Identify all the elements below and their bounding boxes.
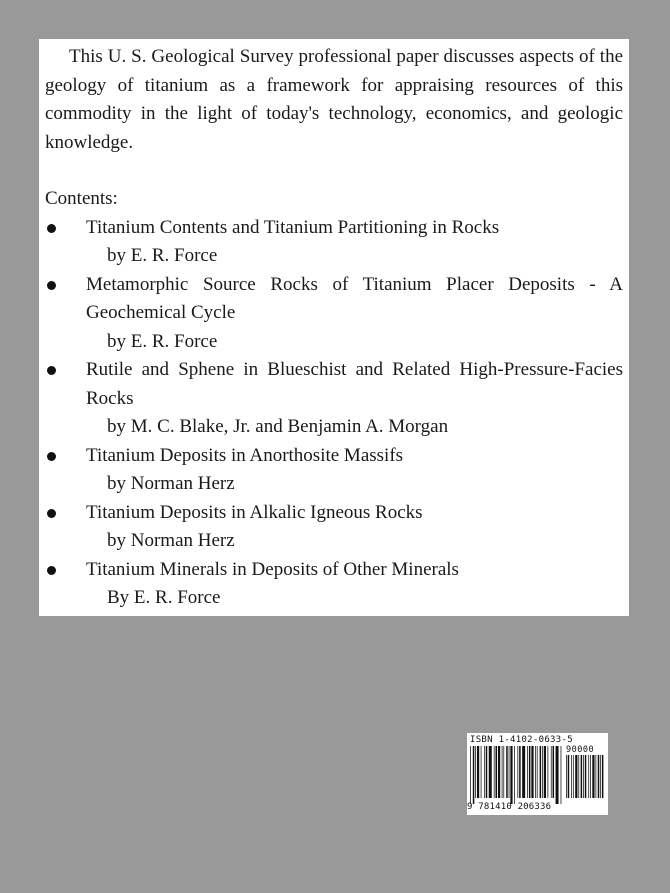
barcode-bar xyxy=(575,755,577,798)
barcode-addon-code: 90000 xyxy=(566,745,595,755)
barcode-bar xyxy=(484,746,485,798)
barcode-bar xyxy=(509,746,510,798)
barcode-bar xyxy=(494,746,495,798)
contents-item-author: by Norman Herz xyxy=(107,473,235,494)
bullet-icon xyxy=(47,281,56,290)
contents-item xyxy=(45,499,623,556)
barcode-bar xyxy=(596,755,597,798)
contents-item-title: Titanium Deposits in Anorthosite Massifs xyxy=(86,444,404,466)
barcode-bar xyxy=(590,755,591,798)
contents-item-author: by E. R. Force xyxy=(107,330,218,352)
contents-item xyxy=(45,214,623,271)
barcode-bar xyxy=(502,746,503,798)
contents-item xyxy=(45,442,623,499)
barcode-bar xyxy=(544,746,546,798)
barcode-bar xyxy=(503,746,504,798)
contents-list xyxy=(45,214,623,613)
barcode-bar xyxy=(529,746,531,798)
barcode-bar xyxy=(548,746,549,798)
barcode-bar xyxy=(588,755,589,798)
barcode-bar xyxy=(581,755,583,798)
barcode-bar xyxy=(542,746,543,798)
contents-item xyxy=(45,271,623,357)
barcode-bar xyxy=(481,746,482,798)
contents-item xyxy=(45,556,623,613)
barcode-bar xyxy=(553,746,555,798)
contents-item-title: Titanium Minerals in Deposits of Other Minerals xyxy=(86,558,459,580)
contents-item-author: By E. R. Force xyxy=(107,587,221,608)
barcode-bar xyxy=(473,746,475,804)
barcode-bar xyxy=(537,746,538,798)
barcode-bar xyxy=(522,746,525,798)
barcode-bar xyxy=(571,755,572,798)
barcode-bar xyxy=(527,746,528,798)
barcode-bar xyxy=(475,746,476,798)
contents-item-author: by Norman Herz xyxy=(107,530,235,551)
isbn-barcode xyxy=(467,733,608,815)
barcode-bar xyxy=(568,755,570,798)
addon-barcode-bars xyxy=(566,755,604,804)
barcode-bar xyxy=(573,755,574,798)
contents-item-title: Titanium Deposits in Alkalic Igneous Rocks xyxy=(86,501,423,523)
barcode-bar xyxy=(592,755,594,798)
barcode-bar xyxy=(496,746,498,798)
contents-item-author: by E. R. Force xyxy=(107,245,218,266)
contents-item-author: by M. C. Blake, Jr. and Benjamin A. Morgan xyxy=(107,416,449,437)
barcode-bar xyxy=(598,755,600,798)
barcode-bar xyxy=(486,746,488,798)
barcode-bar xyxy=(585,755,587,798)
contents-item-title: Titanium Contents and Titanium Partitioning in Rocks xyxy=(86,216,500,238)
barcode-bar xyxy=(489,746,492,798)
description-paragraph: This U. S. Geological Survey professional paper discusses aspects of the geology of titanium as a framework for appraising resources of this commodity in the light of today's technology, economics, and geologic knowledge. xyxy=(45,46,623,153)
barcode-bar xyxy=(519,746,521,798)
description-panel xyxy=(39,39,629,616)
contents-item-title: Rutile and Sphene in Blueschist and Related High-Pressure-Facies Rocks xyxy=(86,359,623,409)
barcode-bar xyxy=(535,746,536,798)
barcode-bar xyxy=(498,746,500,798)
barcode-bar xyxy=(477,746,479,798)
barcode-bar xyxy=(556,746,559,804)
barcode-bar xyxy=(514,746,515,804)
bullet-icon xyxy=(47,509,56,518)
barcode-bar xyxy=(578,755,579,798)
contents-item xyxy=(45,356,623,442)
bullet-icon xyxy=(47,224,56,233)
barcode-bar xyxy=(517,746,518,798)
contents-item-title: Metamorphic Source Rocks of Titanium Placer Deposits - A Geochemical Cycle xyxy=(86,273,623,323)
barcode-bar xyxy=(551,746,552,798)
barcode-bar xyxy=(566,755,567,798)
barcode-graphic xyxy=(470,746,605,804)
barcode-bar xyxy=(470,746,471,804)
barcode-bar xyxy=(531,746,533,798)
barcode-bar xyxy=(602,755,604,798)
barcode-bar xyxy=(510,746,512,804)
bullet-icon xyxy=(47,366,56,375)
barcode-bar xyxy=(600,755,601,798)
barcode-bar xyxy=(561,746,562,804)
isbn-number: ISBN 1-4102-0633-5 xyxy=(470,735,573,745)
ean-barcode-bars xyxy=(470,746,562,804)
barcode-bar xyxy=(506,746,508,798)
contents-heading: Contents: xyxy=(45,188,118,209)
bullet-icon xyxy=(47,566,56,575)
bullet-icon xyxy=(47,452,56,461)
barcode-bar xyxy=(540,746,542,798)
barcode-bar xyxy=(583,755,584,798)
ean-digits: 9 781410 206336 xyxy=(467,802,552,812)
